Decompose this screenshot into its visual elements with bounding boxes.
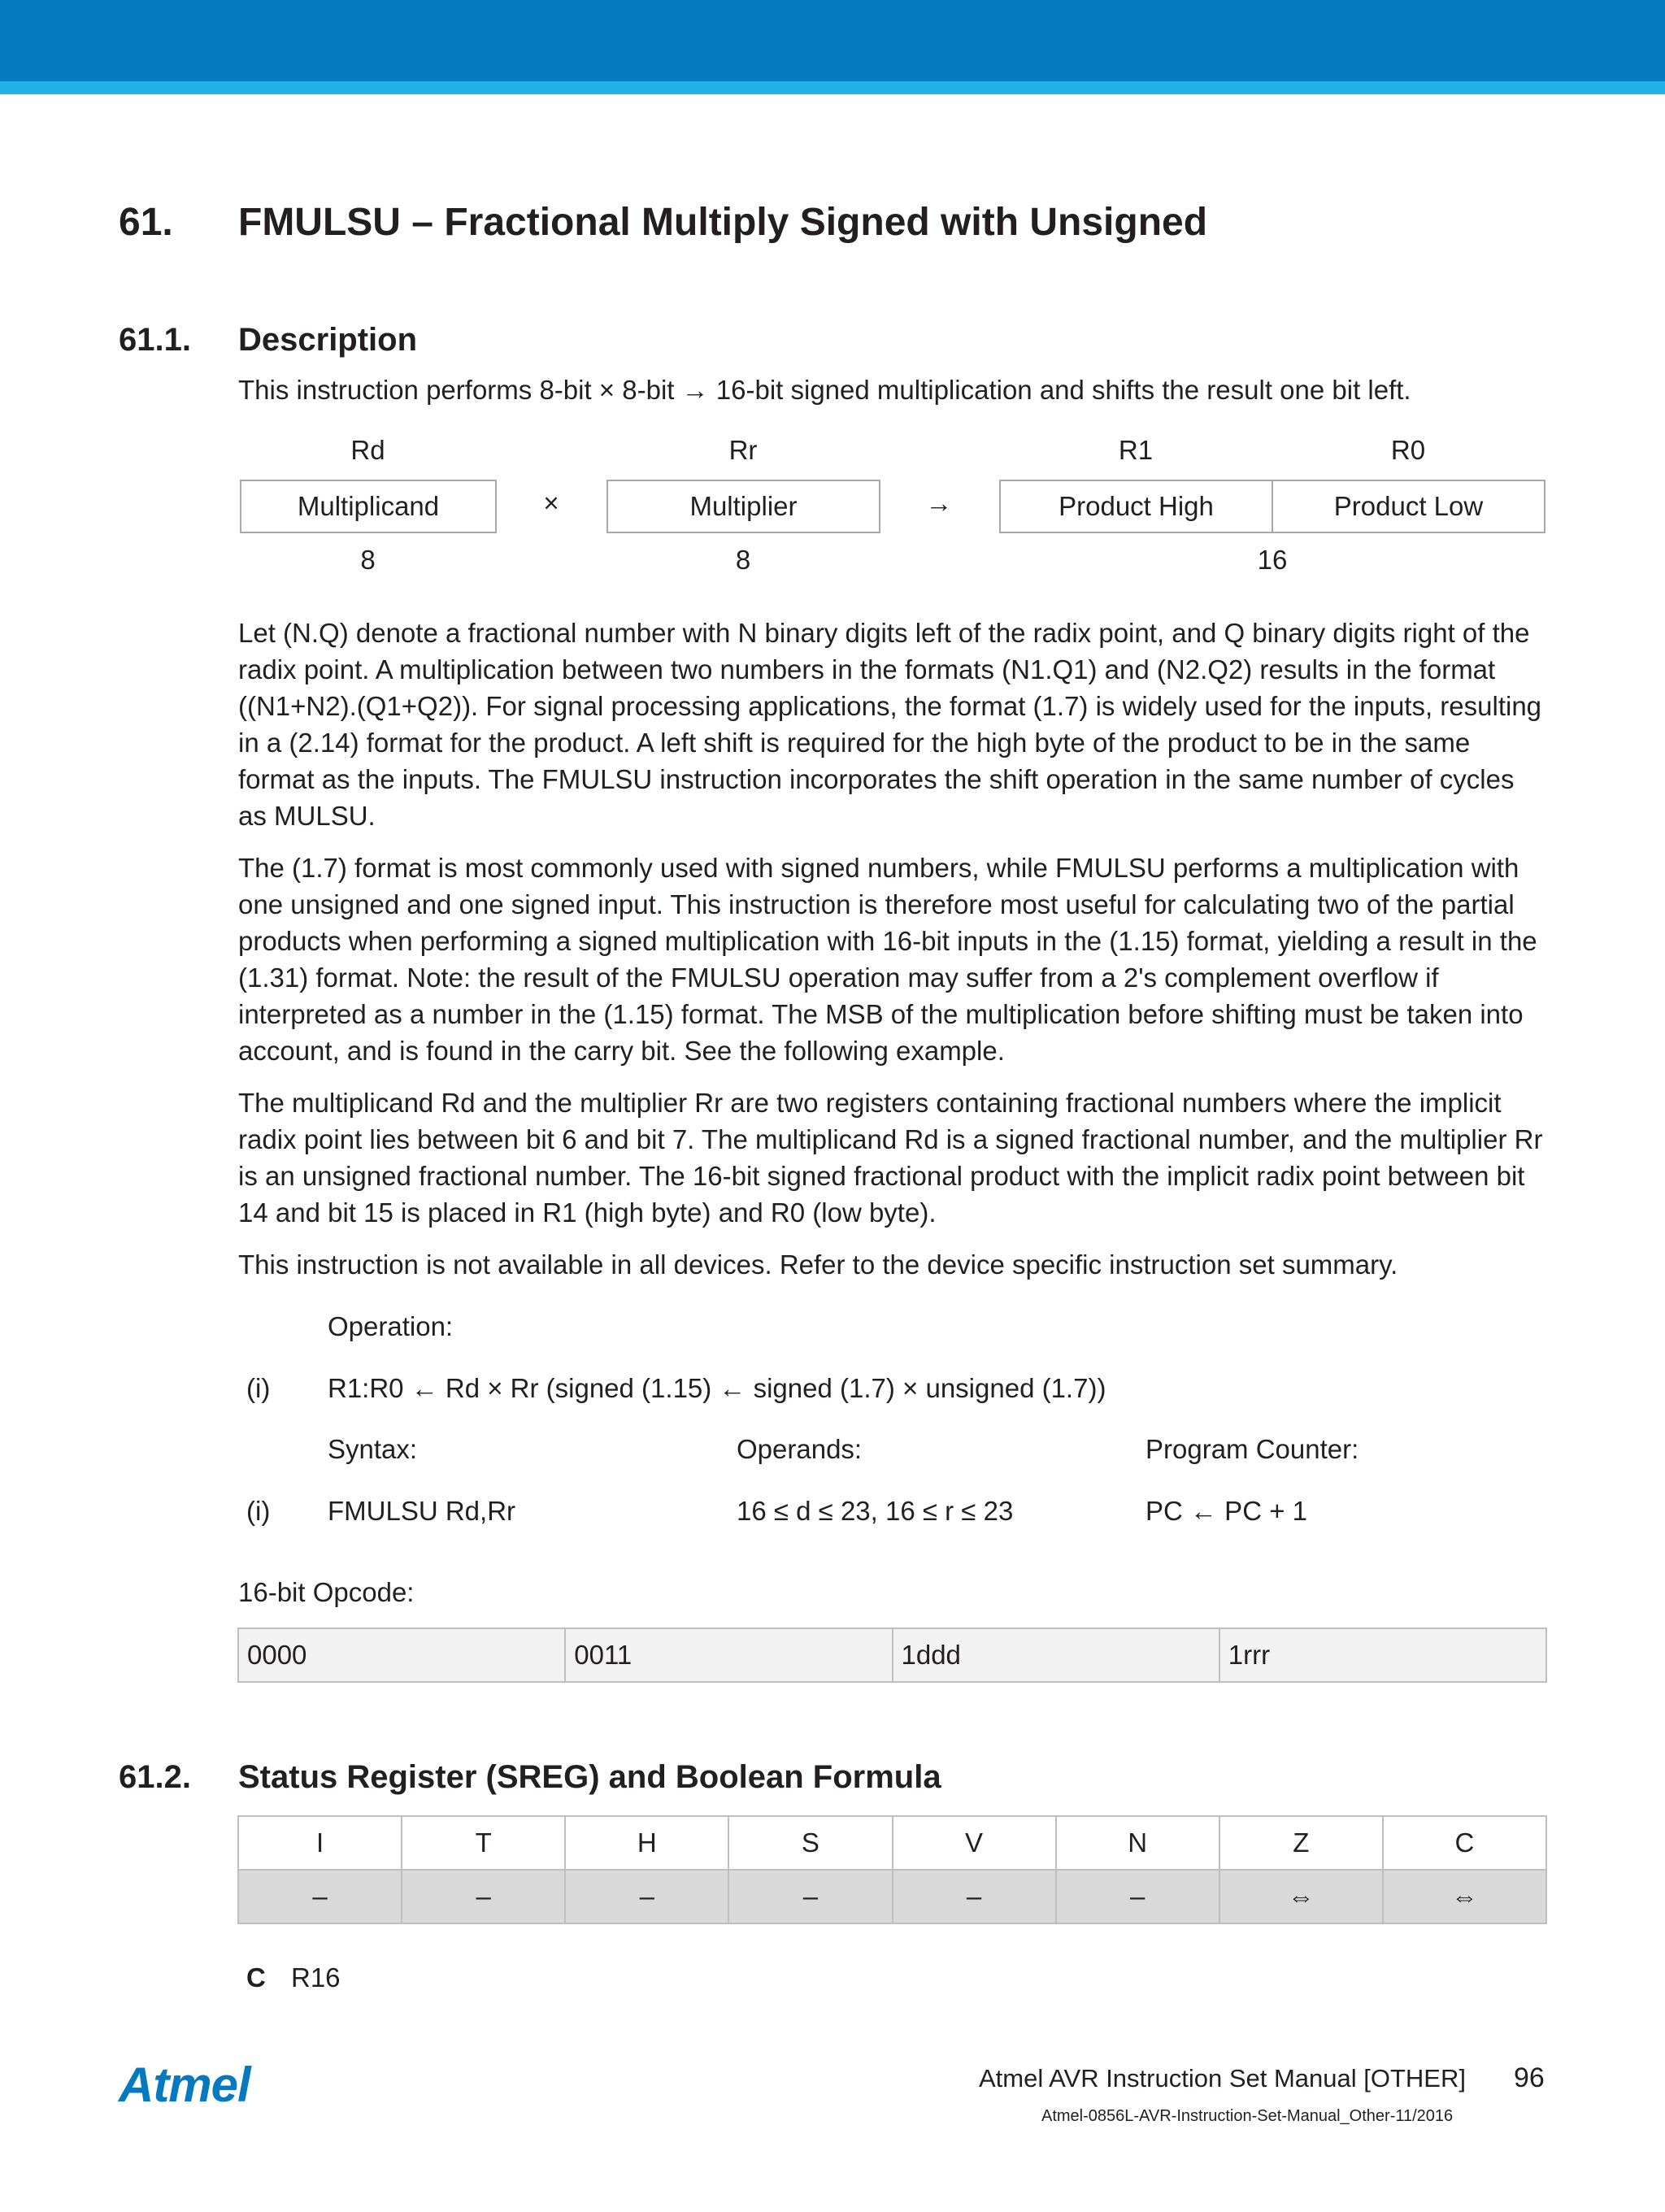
sreg-table [237,1815,1547,1924]
sreg-note-value: R16 [291,1962,341,1993]
label-r0: R0 [1390,435,1426,465]
syntax-index: (i) [246,1496,271,1526]
opcode-cell: 0011 [566,1629,893,1681]
sreg-flag-n: N [1056,1816,1219,1870]
sreg-value-t: – [402,1870,565,1923]
sreg-value-c: ⇔ [1383,1870,1546,1923]
sreg-value-i: – [238,1870,402,1923]
footer-manual-title: Atmel AVR Instruction Set Manual [OTHER] [979,2064,1466,2092]
sreg-flag-c: C [1383,1816,1546,1870]
sreg-flag-v: V [893,1816,1056,1870]
subsection-number: 61.1. [119,322,191,358]
section-title: FMULSU – Fractional Multiply Signed with Unsigned [238,201,1208,244]
label-r1: R1 [1118,435,1154,465]
product-high-box: Product High [999,480,1273,533]
operation-label: Operation: [328,1311,454,1341]
label-rd: Rd [350,435,385,465]
subsection-title: Description [238,322,418,358]
sreg-value-s: – [728,1870,892,1923]
multiplicand-box: Multiplicand [240,480,497,533]
subsection-number: 61.2. [119,1759,191,1795]
paragraph-1: Let (N.Q) denote a fractional number with N binary digits left of the radix point, and Q binary digits right of the radix point. A multiplication between two numbers in the formats (N1.Q1) and (N2.Q2) results in the format ((N1+N2).(Q1+Q2)). For signal processing applications, the format (1.7) is widely used for the inputs, resulting in a (2.14) format for the product. A left shift is required for the high byte of the product to be in the same format as the inputs. The FMULSU instruction incorporates the shift operation in the same number of cycles as MULSU. [238,618,1542,831]
section-number: 61. [119,201,173,244]
width-rd: 8 [360,545,376,575]
footer-doc-id: Atmel-0856L-AVR-Instruction-Set-Manual_Other-11/2016 [1041,2107,1454,2125]
paragraph-2: The (1.7) format is most commonly used with signed numbers, while FMULSU performs a multiplication with one unsigned and one signed input. This instruction is therefore most useful for calculating two of the partial products when performing a signed multiplication with 16-bit inputs in the (1.15) format, yielding a result in the (1.31) format. Note: the result of the FMULSU operation may suffer from a 2's complement overflow if interpreted as a number in the (1.15) format. The MSB of the multiplication before shifting must be taken into account, and is found in the carry bit. See the following example. [238,853,1537,1066]
opcode-cell: 1rrr [1220,1629,1545,1681]
opcode-label: 16-bit Opcode: [238,1577,415,1607]
product-low-box: Product Low [1272,480,1545,533]
sreg-note-flag: C [246,1962,266,1993]
operation-formula: R1:R0 ← Rd × Rr (signed (1.15) ← signed (1.7) × unsigned (1.7)) [328,1373,1106,1403]
opcode-cell: 1ddd [893,1629,1220,1681]
opcode-cell: 0000 [239,1629,566,1681]
sreg-flag-t: T [402,1816,565,1870]
sreg-flag-s: S [728,1816,892,1870]
label-rr: Rr [728,435,758,465]
sreg-flag-z: Z [1219,1816,1383,1870]
program-counter-label: Program Counter: [1146,1434,1359,1464]
sreg-flag-i: I [238,1816,402,1870]
footer-page-number: 96 [1514,2062,1545,2093]
paragraph-3: The multiplicand Rd and the multiplier Rr are two registers containing fractional numbers where the implicit radix point lies between bit 6 and bit 7. The multiplicand Rd is a signed fractional number, and the multiplier Rr is an unsigned fractional number. The 16-bit signed fractional product with the implicit radix point between bit 14 and bit 15 is placed in R1 (high byte) and R0 (low byte). [238,1088,1543,1228]
program-counter-value: PC ← PC + 1 [1146,1496,1307,1526]
atmel-logo: Atmel [119,2058,250,2112]
subsection-title: Status Register (SREG) and Boolean Formula [238,1759,941,1795]
description-intro: This instruction performs 8-bit × 8-bit → 16-bit signed multiplication and shifts the result one bit left. [238,375,1411,405]
sreg-value-n: – [1056,1870,1219,1923]
sreg-value-h: – [565,1870,728,1923]
operation-index: (i) [246,1373,271,1403]
header-stripe [0,81,1665,94]
header-bar [0,0,1665,81]
operands-value: 16 ≤ d ≤ 23, 16 ≤ r ≤ 23 [737,1496,1014,1526]
operands-label: Operands: [737,1434,863,1464]
sreg-value-v: – [893,1870,1056,1923]
paragraph-4: This instruction is not available in all devices. Refer to the device specific instruction set summary. [238,1249,1398,1280]
syntax-label: Syntax: [328,1434,418,1464]
sreg-flag-h: H [565,1816,728,1870]
width-product: 16 [1257,545,1288,575]
width-rr: 8 [735,545,751,575]
arrow-symbol: → [925,488,953,518]
multiplier-box: Multiplier [606,480,880,533]
opcode-table [237,1627,1547,1683]
syntax-value: FMULSU Rd,Rr [328,1496,516,1526]
sreg-value-z: ⇔ [1219,1870,1383,1923]
times-symbol: × [543,488,559,518]
